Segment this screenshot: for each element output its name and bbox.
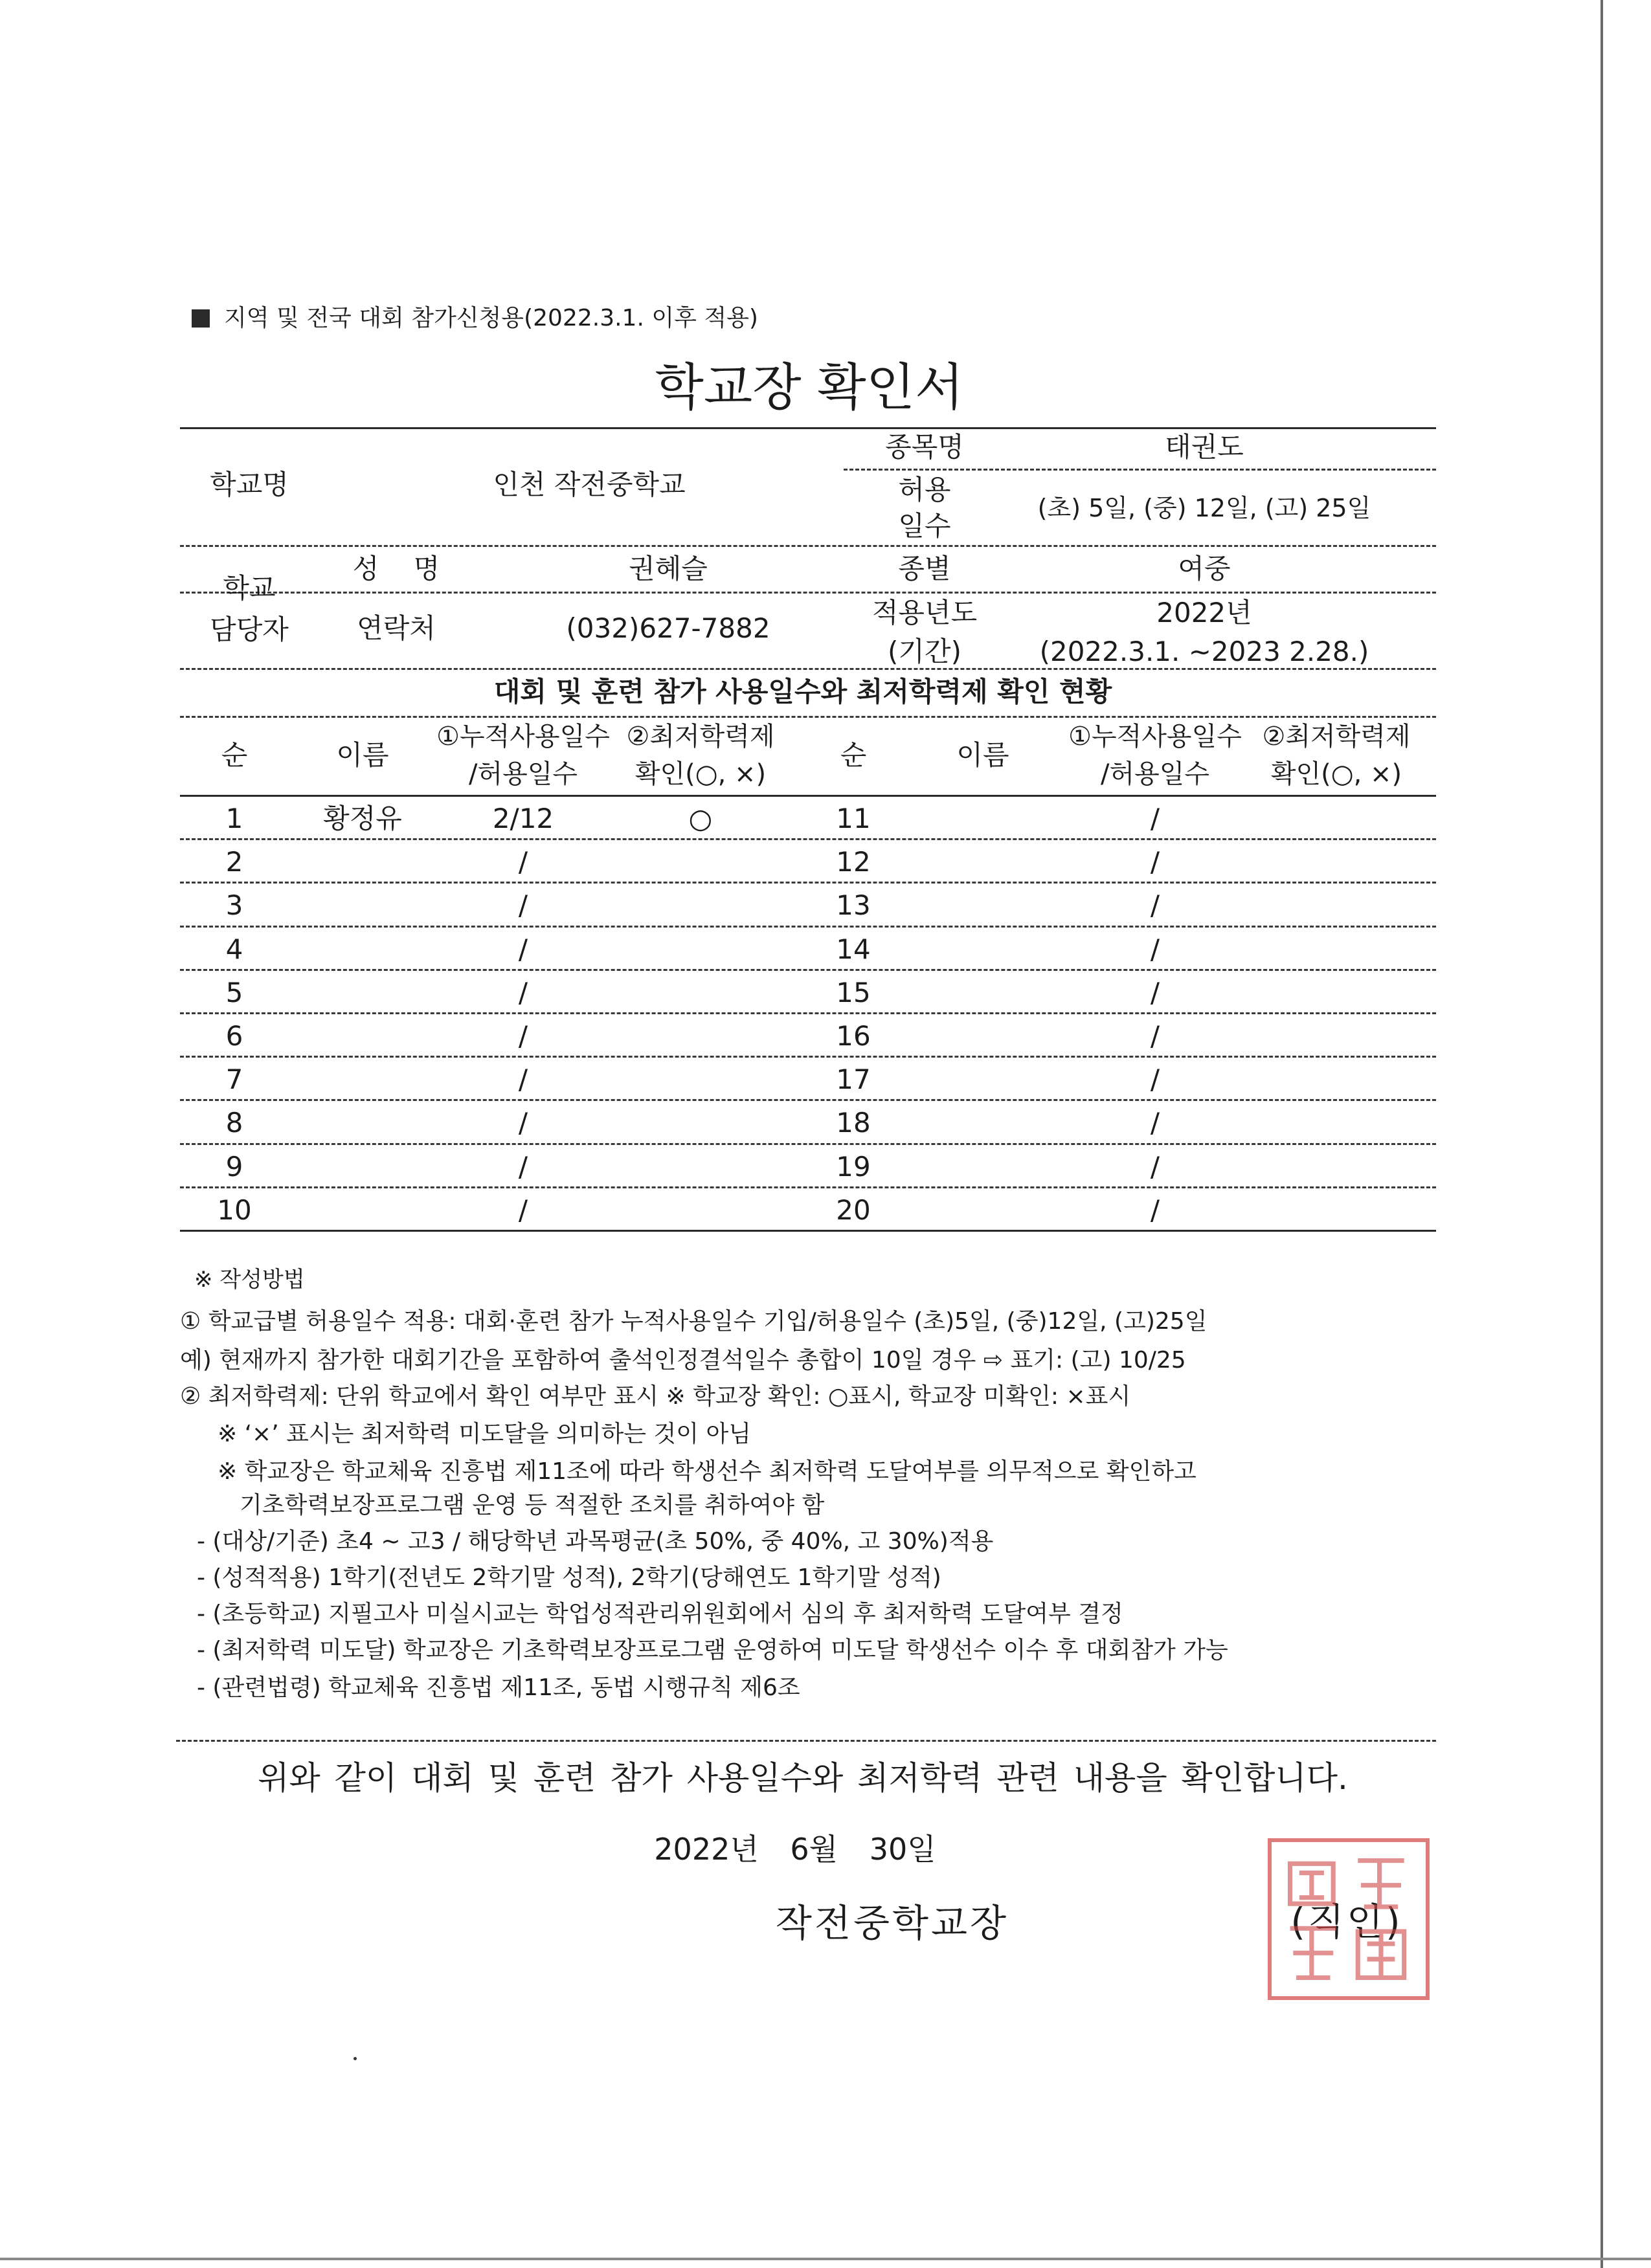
note-line: - (관련법령) 학교체육 진흥법 제11조, 동법 시행규칙 제6조 bbox=[197, 1674, 800, 1701]
scan-edge-right bbox=[1600, 0, 1603, 2268]
row-days-left: / bbox=[518, 1063, 528, 1096]
header-days-right-2: /허용일수 bbox=[1100, 759, 1210, 789]
table-row-line bbox=[180, 882, 1436, 884]
scan-dot bbox=[354, 2057, 357, 2060]
notes-title: ※ 작성방법 bbox=[194, 1267, 305, 1293]
row-days-left: / bbox=[518, 1150, 528, 1183]
header-days-right-1: ①누적사용일수 bbox=[1068, 722, 1242, 751]
manager-label-2: 담당자 bbox=[210, 614, 289, 645]
header-name-left: 이름 bbox=[336, 739, 389, 771]
row-days-right: / bbox=[1150, 1020, 1160, 1052]
header-seq-left: 순 bbox=[221, 739, 248, 771]
row-days-left: / bbox=[518, 1020, 528, 1052]
table-row-line bbox=[180, 1056, 1436, 1058]
table-header-line bbox=[180, 795, 1436, 797]
row-seq-left: 5 bbox=[225, 976, 243, 1008]
table-row-line bbox=[180, 1099, 1436, 1101]
note-line: ※ 학교장은 학교체육 진흥법 제11조에 따라 학생선수 최저학력 도달여부를 의무적으로 확인하고 bbox=[218, 1458, 1196, 1485]
row-seq-right: 14 bbox=[836, 933, 871, 965]
table-row-line bbox=[180, 969, 1436, 971]
header-note: 지역 및 전국 대회 참가신청용(2022.3.1. 이후 적용) bbox=[224, 305, 758, 331]
note-line: ② 최저학력제: 단위 학교에서 확인 여부만 표시 ※ 학교장 확인: ○표시, 학교장 미확인: ×표시 bbox=[180, 1383, 1131, 1410]
allowed-label-2: 일수 bbox=[898, 510, 951, 542]
row-seq-left: 4 bbox=[225, 933, 243, 965]
info-line-3 bbox=[180, 592, 1436, 594]
row-seq-left: 9 bbox=[225, 1150, 243, 1183]
row-days-left: / bbox=[518, 889, 528, 922]
principal-text: 작전중학교장 bbox=[775, 1901, 1009, 1945]
table-row-line bbox=[180, 1012, 1436, 1014]
note-line: - (최저학력 미도달) 학교장은 기초학력보장프로그램 운영하여 미도달 학생선수 이수 후 대회참가 가능 bbox=[197, 1637, 1228, 1663]
contact-label: 연락처 bbox=[357, 612, 436, 644]
header-marker bbox=[192, 309, 210, 328]
year-label-2: (기간) bbox=[888, 636, 961, 667]
note-line: ※ ‘×’ 표시는 최저학력 미도달을 의미하는 것이 아님 bbox=[218, 1421, 752, 1447]
table-title-line bbox=[180, 716, 1436, 718]
school-value: 인천 작전중학교 bbox=[493, 469, 686, 500]
table-row-line bbox=[180, 1143, 1436, 1145]
header-check-right-2: 확인(○, ×) bbox=[1270, 759, 1402, 789]
row-name-left: 황정유 bbox=[323, 803, 402, 834]
info-line-1 bbox=[844, 469, 1436, 471]
table-row-line bbox=[180, 926, 1436, 928]
row-days-right: / bbox=[1150, 1063, 1160, 1096]
note-line: 예) 현재까지 참가한 대회기간을 포함하여 출석인정결석일수 총합이 10일 경우 ⇨ 표기: (고) 10/25 bbox=[180, 1347, 1186, 1373]
row-check-left: ○ bbox=[688, 803, 713, 834]
row-seq-right: 11 bbox=[836, 803, 871, 834]
table-row-line bbox=[180, 1230, 1436, 1232]
row-days-right: / bbox=[1150, 1194, 1160, 1226]
row-seq-right: 12 bbox=[836, 846, 871, 878]
header-days-left-2: /허용일수 bbox=[468, 759, 578, 789]
event-label: 종목명 bbox=[885, 431, 964, 463]
date-text: 2022년 6월 30일 bbox=[654, 1832, 936, 1867]
row-days-left: 2/12 bbox=[492, 803, 554, 834]
row-days-right: / bbox=[1150, 803, 1160, 834]
row-seq-right: 18 bbox=[836, 1107, 871, 1139]
note-line: ① 학교급별 허용일수 적용: 대회·훈련 참가 누적사용일수 기입/허용일수 (초)5일, (중)12일, (고)25일 bbox=[180, 1308, 1207, 1335]
year-value-1: 2022년 bbox=[1156, 597, 1252, 628]
info-top-line bbox=[180, 427, 1436, 429]
row-seq-right: 13 bbox=[836, 889, 871, 922]
seal-label: (직인) bbox=[1290, 1900, 1403, 1944]
table-title: 대회 및 훈련 참가 사용일수와 최저학력제 확인 현황 bbox=[493, 676, 1112, 707]
contact-value: (032)627-7882 bbox=[566, 612, 770, 644]
note-line: - (초등학교) 지필고사 미실시교는 학업성적관리위원회에서 심의 후 최저학력 도달여부 결정 bbox=[197, 1601, 1123, 1627]
row-days-left: / bbox=[518, 846, 528, 878]
type-label: 종별 bbox=[898, 553, 951, 584]
note-line: - (성적적용) 1학기(전년도 2학기말 성적), 2학기(당해연도 1학기말 성적) bbox=[197, 1564, 941, 1591]
official-seal bbox=[1268, 1838, 1430, 2000]
notes-bottom-line bbox=[176, 1740, 1436, 1742]
header-name-right: 이름 bbox=[956, 739, 1009, 771]
row-seq-right: 16 bbox=[836, 1020, 871, 1052]
row-seq-right: 20 bbox=[836, 1194, 871, 1226]
row-days-right: / bbox=[1150, 976, 1160, 1008]
row-seq-left: 3 bbox=[225, 889, 243, 922]
allowed-label-1: 허용 bbox=[898, 474, 951, 506]
row-seq-left: 2 bbox=[225, 846, 243, 878]
note-line: 기초학력보장프로그램 운영 등 적절한 조치를 취하여야 함 bbox=[240, 1492, 825, 1518]
document-title: 학교장 확인서 bbox=[655, 359, 964, 417]
row-days-right: / bbox=[1150, 1150, 1160, 1183]
header-check-left-1: ②최저학력제 bbox=[626, 722, 775, 751]
row-seq-left: 8 bbox=[225, 1107, 243, 1139]
row-days-left: / bbox=[518, 933, 528, 965]
scan-edge-bottom bbox=[0, 2258, 1651, 2260]
year-value-2: (2022.3.1. ~2023 2.28.) bbox=[1039, 636, 1369, 667]
seal-glyph-icon bbox=[1272, 1842, 1426, 1996]
table-row-line bbox=[180, 1186, 1436, 1188]
school-label: 학교명 bbox=[210, 469, 289, 500]
event-value: 태권도 bbox=[1165, 431, 1244, 463]
row-seq-left: 6 bbox=[225, 1020, 243, 1052]
header-check-left-2: 확인(○, ×) bbox=[635, 759, 767, 789]
row-days-right: / bbox=[1150, 846, 1160, 878]
name-value: 권혜슬 bbox=[629, 553, 708, 584]
manager-label-1: 학교 bbox=[223, 572, 276, 604]
row-days-right: / bbox=[1150, 1107, 1160, 1139]
row-days-left: / bbox=[518, 976, 528, 1008]
info-line-4 bbox=[180, 668, 1436, 670]
allowed-value: (초) 5일, (중) 12일, (고) 25일 bbox=[1037, 494, 1371, 522]
row-seq-right: 17 bbox=[836, 1063, 871, 1096]
note-line: - (대상/기준) 초4 ~ 고3 / 해당학년 과목평균(초 50%, 중 40%, 고 30%)적용 bbox=[197, 1528, 994, 1555]
header-seq-right: 순 bbox=[840, 739, 867, 771]
info-line-2 bbox=[180, 545, 1436, 547]
row-seq-left: 1 bbox=[225, 803, 243, 834]
row-seq-right: 15 bbox=[836, 976, 871, 1008]
name-label: 성 명 bbox=[352, 553, 440, 584]
year-label-1: 적용년도 bbox=[871, 597, 978, 628]
row-days-right: / bbox=[1150, 889, 1160, 922]
row-seq-left: 10 bbox=[217, 1194, 252, 1226]
row-seq-right: 19 bbox=[836, 1150, 871, 1183]
table-row-line bbox=[180, 838, 1436, 840]
row-days-left: / bbox=[518, 1194, 528, 1226]
header-days-left-1: ①누적사용일수 bbox=[436, 722, 610, 751]
confirm-text: 위와 같이 대회 및 훈련 참가 사용일수와 최저학력 관련 내용을 확인합니다. bbox=[258, 1759, 1348, 1797]
row-days-left: / bbox=[518, 1107, 528, 1139]
row-seq-left: 7 bbox=[225, 1063, 243, 1096]
type-value: 여중 bbox=[1178, 553, 1231, 584]
header-check-right-1: ②최저학력제 bbox=[1262, 722, 1411, 751]
row-days-right: / bbox=[1150, 933, 1160, 965]
